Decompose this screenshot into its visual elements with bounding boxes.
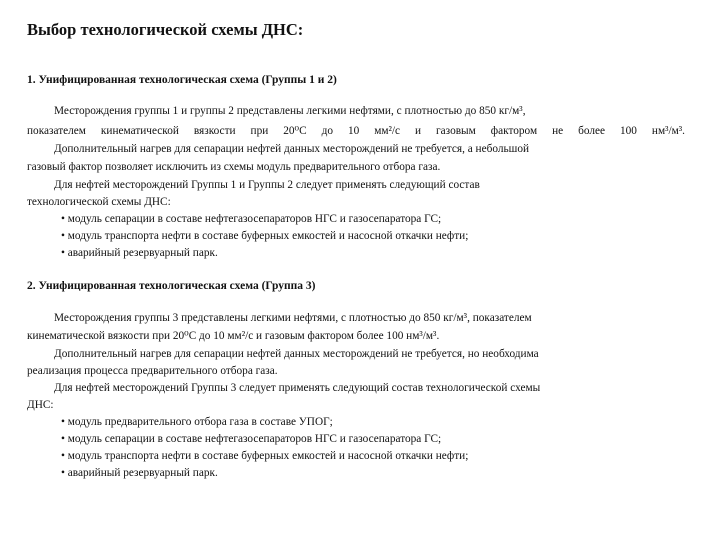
- section-2-paragraph-line: Месторождения группы 3 представлены легкими нефтями, с плотностью до 850 кг/м³, показателем: [54, 312, 532, 324]
- section-2-paragraph-line: ДНС:: [27, 399, 54, 411]
- section-2-bullet-item: • модуль сепарации в составе нефтегазосепараторов НГС и газосепаратора ГС;: [61, 433, 442, 445]
- page-title: Выбор технологической схемы ДНС:: [27, 20, 304, 39]
- section-2-bullet-item: • аварийный резервуарный парк.: [61, 467, 218, 479]
- section-1-paragraph-line: технологической схемы ДНС:: [27, 196, 171, 208]
- section-1-paragraph-line: Для нефтей месторождений Группы 1 и Группы 2 следует применять следующий состав: [54, 179, 480, 191]
- section-1-paragraph-line: Месторождения группы 1 и группы 2 представлены легкими нефтями, с плотностью до 850 кг/м³,: [54, 105, 526, 117]
- section-2-paragraph-line: реализация процесса предварительного отбора газа.: [27, 365, 278, 377]
- section-1-paragraph-line: Дополнительный нагрев для сепарации нефтей данных месторождений не требуется, а небольшой: [54, 143, 530, 155]
- section-1-paragraph-line: газовый фактор позволяет исключить из схемы модуль предварительного отбора газа.: [27, 161, 441, 173]
- section-1-bullet-item: • аварийный резервуарный парк.: [61, 247, 218, 259]
- section-1-heading: 1. Унифицированная технологическая схема (Группы 1 и 2): [27, 74, 337, 86]
- section-2-bullet-item: • модуль предварительного отбора газа в составе УПОГ;: [61, 416, 333, 428]
- section-1-paragraph-line: показателем кинематической вязкости при 20⁰С до 10 мм²/с и газовым фактором не более 100 нм³/м³.: [27, 125, 685, 137]
- section-2-paragraph-line: Дополнительный нагрев для сепарации нефтей данных месторождений не требуется, но необходима: [54, 348, 539, 360]
- section-2-paragraph-line: Для нефтей месторождений Группы 3 следует применять следующий состав технологической схемы: [54, 382, 541, 394]
- section-1-bullet-item: • модуль транспорта нефти в составе буферных емкостей и насосной откачки нефти;: [61, 230, 469, 242]
- section-2-bullet-item: • модуль транспорта нефти в составе буферных емкостей и насосной откачки нефти;: [61, 450, 469, 462]
- section-1-bullet-item: • модуль сепарации в составе нефтегазосепараторов НГС и газосепаратора ГС;: [61, 213, 442, 225]
- section-2-heading: 2. Унифицированная технологическая схема (Группа 3): [27, 280, 316, 292]
- section-2-paragraph-line: кинематической вязкости при 20⁰С до 10 мм²/с и газовым фактором более 100 нм³/м³.: [27, 330, 440, 342]
